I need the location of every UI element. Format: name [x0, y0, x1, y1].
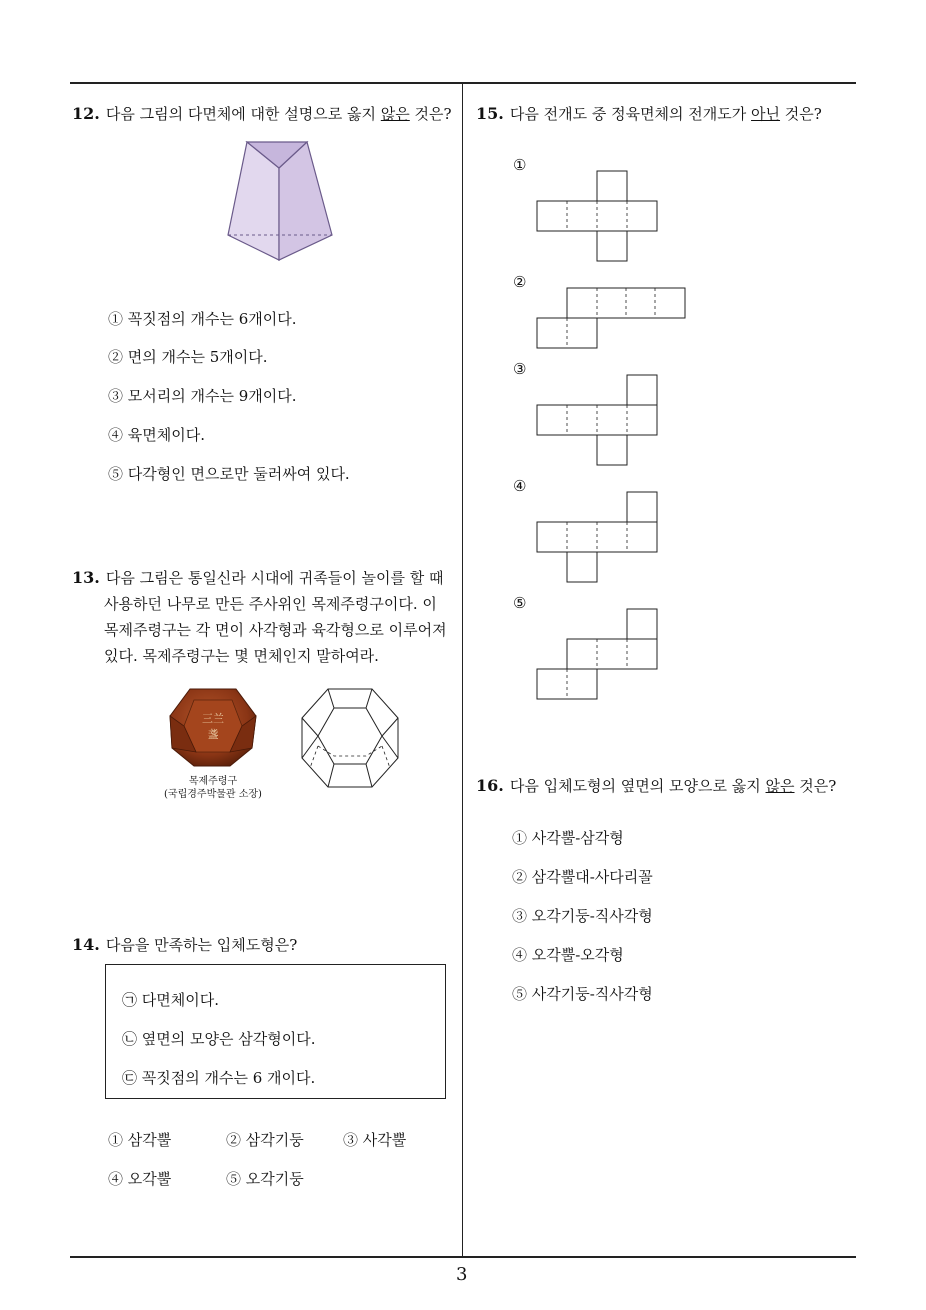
bottom-rule: [70, 1256, 856, 1258]
q13-line-2: 사용하던 나무로 만든 주사위인 목제주령구이다. 이: [104, 595, 437, 613]
q15-net-2: [537, 288, 687, 349]
q15-title: 15. 다음 전개도 중 정육면체의 전개도가 아닌 것은?: [476, 104, 822, 123]
q12-choice-2[interactable]: ② 면의 개수는 5개이다.: [108, 348, 268, 366]
q14-choice-4[interactable]: ④ 오각뿔: [108, 1170, 172, 1188]
q14-choice-2[interactable]: ② 삼각기둥: [226, 1131, 304, 1149]
q15-number: 15.: [476, 104, 504, 123]
q16-choice-4[interactable]: ④ 오각뿔-오각형: [512, 946, 624, 964]
q12-choice-5[interactable]: ⑤ 다각형인 면으로만 둘러싸여 있다.: [108, 465, 350, 483]
q15-label-5[interactable]: ⑤: [513, 594, 527, 612]
column-divider: [462, 83, 463, 1257]
page-number: 3: [456, 1264, 468, 1285]
q12-title: 12. 다음 그림의 다면체에 대한 설명으로 옳지 않은 것은?: [72, 104, 452, 123]
q14-choice-1[interactable]: ① 삼각뿔: [108, 1131, 172, 1149]
q15-net-5: [537, 609, 657, 700]
q14-choice-5[interactable]: ⑤ 오각기둥: [226, 1170, 304, 1188]
svg-text:盞: 盞: [207, 728, 219, 741]
q16-choice-3[interactable]: ③ 오각기둥-직사각형: [512, 907, 653, 925]
q12-choice-3[interactable]: ③ 모서리의 개수는 9개이다.: [108, 387, 297, 405]
q15-label-3[interactable]: ③: [513, 360, 527, 378]
q13-line-3: 목제주령구는 각 면이 사각형과 육각형으로 이루어져: [104, 621, 447, 639]
q13-photo-caption: 목제주령구 (국립경주박물관 소장): [164, 776, 262, 800]
q13-line-4: 있다. 목제주령구는 몇 면체인지 말하여라.: [104, 647, 379, 665]
q16-choice-2[interactable]: ② 삼각뿔대-사다리꼴: [512, 868, 653, 886]
q15-net-3: [537, 375, 657, 466]
q16-number: 16.: [476, 776, 504, 795]
q14-condition-2: ㉡ 옆면의 모양은 삼각형이다.: [122, 1030, 316, 1048]
q14-choice-3[interactable]: ③ 사각뿔: [343, 1131, 407, 1149]
q12-frustum-figure: [225, 138, 337, 263]
q14-condition-1: ㉠ 다면체이다.: [122, 991, 219, 1009]
q14-number: 14.: [72, 935, 100, 954]
q16-title: 16. 다음 입체도형의 옆면의 모양으로 옳지 않은 것은?: [476, 776, 837, 795]
q15-net-4: [537, 492, 657, 583]
q15-label-2[interactable]: ②: [513, 273, 527, 291]
q13-wooden-die-photo: [168, 686, 258, 768]
q14-title: 14. 다음을 만족하는 입체도형은?: [72, 935, 298, 954]
q12-number: 12.: [72, 104, 100, 123]
q12-choice-4[interactable]: ④ 육면체이다.: [108, 426, 205, 444]
q13-number: 13.: [72, 568, 100, 587]
q15-label-1[interactable]: ①: [513, 156, 527, 174]
q14-condition-3: ㉢ 꼭짓점의 개수는 6 개이다.: [122, 1069, 316, 1087]
q15-label-4[interactable]: ④: [513, 477, 527, 495]
q16-choice-1[interactable]: ① 사각뿔-삼각형: [512, 829, 624, 847]
q12-choice-1[interactable]: ① 꼭짓점의 개수는 6개이다.: [108, 310, 297, 328]
q13-title: 13. 다음 그림은 통일신라 시대에 귀족들이 놀이를 할 때: [72, 568, 444, 587]
q13-polyhedron-diagram: [298, 686, 402, 790]
q16-choice-5[interactable]: ⑤ 사각기둥-직사각형: [512, 985, 653, 1003]
svg-text:三兰: 三兰: [202, 712, 224, 725]
q15-net-1: [537, 171, 657, 262]
